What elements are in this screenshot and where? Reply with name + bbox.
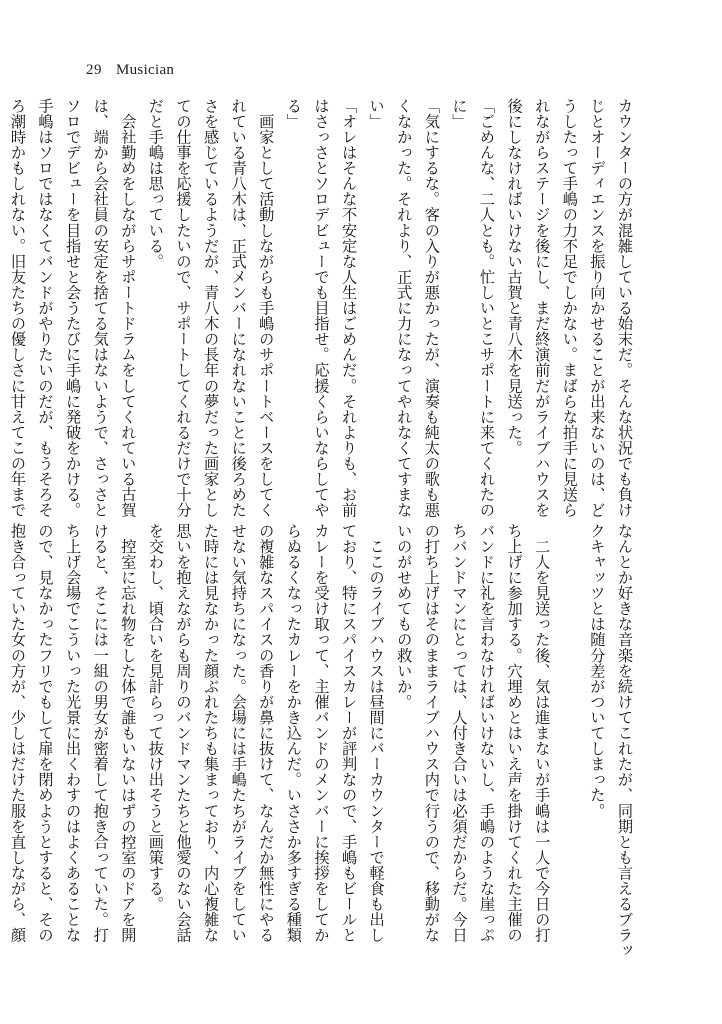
text-line: くなかった。それより、正式に力になってやれなくてすまな	[395, 98, 414, 518]
text-line: た時には見なかった顔ぶれたちも集まっており、内心複雑な	[202, 523, 221, 943]
text-line: だと手嶋は思っている。	[146, 98, 165, 270]
text-line: 会社勤めをしながらサポートドラムをしてくれている古賀	[119, 98, 138, 518]
upper-text-block	[8, 98, 638, 518]
text-line: を交わし、頃合いを見計らって抜け出そうと画策する。	[146, 523, 165, 912]
running-title: Musician	[116, 62, 175, 78]
text-line: うしたって手嶋の力不足でしかない。まばらな拍手に見送ら	[560, 98, 579, 518]
running-header	[86, 62, 174, 84]
text-line: らぬるくなったカレーをかき込んだ。いささか多すぎる種類	[284, 523, 303, 943]
text-line: 控室に忘れ物をした体で誰もいないはずの控室のドアを開	[119, 523, 138, 943]
text-line: ここのライブハウスは昼間にバーカウンターで軽食も出し	[367, 523, 386, 943]
text-line: 手嶋はソロではなくてバンドがやりたいのだが、もうそろそ	[36, 98, 55, 518]
text-line: なんとか好きな音楽を続けてこれたが、同期とも言えるブラッ	[616, 523, 634, 959]
text-line: 抱き合っていた女の方が、少しはだけた服を直しながら、顔	[8, 523, 27, 943]
text-line: じとオーディエンスを振り向かせることが出来ないのは、ど	[588, 98, 607, 518]
text-line: 「気にするな。客の入りが悪かったが、演奏も純太の歌も悪	[422, 98, 441, 518]
text-line: ち上げに参加する。穴埋めとはいえ声を掛けてくれた主催の	[505, 523, 524, 943]
text-line: ており、特にスパイスカレーが評判なので、手嶋もビールと	[340, 523, 359, 943]
text-line: ろ潮時かもしれない。旧友たちの優しさに甘えてこの年まで	[8, 98, 27, 518]
text-line: い」	[367, 98, 386, 130]
text-line: は、端から会社員の安定を捨てる気はないようで、さっさと	[91, 98, 110, 518]
text-line: に」	[450, 98, 469, 130]
text-line: 思いを抱えながらも周りのバンドマンたちと他愛のない会話	[174, 523, 193, 943]
text-line: バンドに礼を言わなければいけないし、手嶋のような崖っぷ	[478, 523, 497, 943]
text-line: カレーを受け取って、主催バンドのメンバーに挨拶をしてか	[312, 523, 331, 943]
text-line: ちバンドマンにとっては、人付き合いは必須だからだ。今日	[450, 523, 469, 943]
text-line: せない気持ちになった。会場には手嶋たちがライブをしてい	[229, 523, 248, 943]
lower-text-block	[8, 523, 638, 975]
text-line: ての仕事を応援したいので、サポートしてくれるだけで十分	[174, 98, 193, 518]
text-line: けると、そこには一組の男女が密着して抱き合っていた。打	[91, 523, 110, 943]
text-line: れながらステージを後にし、まだ終演前だがライブハウスを	[533, 98, 552, 518]
page-number: 29	[86, 62, 102, 78]
text-line: いのがせめてもの救いか。	[395, 523, 414, 710]
text-line: 二人を見送った後、気は進まないが手嶋は一人で今日の打	[533, 523, 552, 943]
text-line: れている青八木は、正式メンバーになれないことに後ろめた	[229, 98, 248, 518]
text-line	[555, 523, 583, 975]
text-line: はさっさとソロデビューでも目指せ。応援くらいならしてや	[312, 98, 331, 518]
text-line: ソロでデビューを目指せと会うたびに手嶋に発破をかける。	[64, 98, 83, 518]
text-line: クキャッツとは随分差がついてしまった。	[588, 523, 607, 819]
text-line: ち上げ会場でこういった光景に出くわすのはよくあることな	[64, 523, 83, 943]
text-line: さを感じているようだが、青八木の長年の夢だった画家とし	[202, 98, 221, 518]
text-line: の複雑なスパイスの香りが鼻に抜けて、なんだか無性にやる	[257, 523, 276, 943]
text-line: 「オレはそんな不安定な人生はごめんだ。それよりも、お前	[340, 98, 359, 518]
text-line: ので、見なかったフリでもして扉を閉めようとすると、その	[36, 523, 55, 943]
text-line: カウンターの方が混雑している始末だ。そんな状況でも負け	[616, 98, 634, 518]
text-line: の打ち上げはそのままライブハウス内で行うので、移動がな	[422, 523, 441, 943]
text-line: 「ごめんな、二人とも。忙しいとこサポートに来てくれたの	[478, 98, 497, 518]
text-line: る」	[284, 98, 303, 130]
text-line: 画家として活動しながらも手嶋のサポートベースをしてく	[257, 98, 276, 518]
text-line: 後にしなければいけない古賀と青八木を見送った。	[505, 98, 524, 456]
